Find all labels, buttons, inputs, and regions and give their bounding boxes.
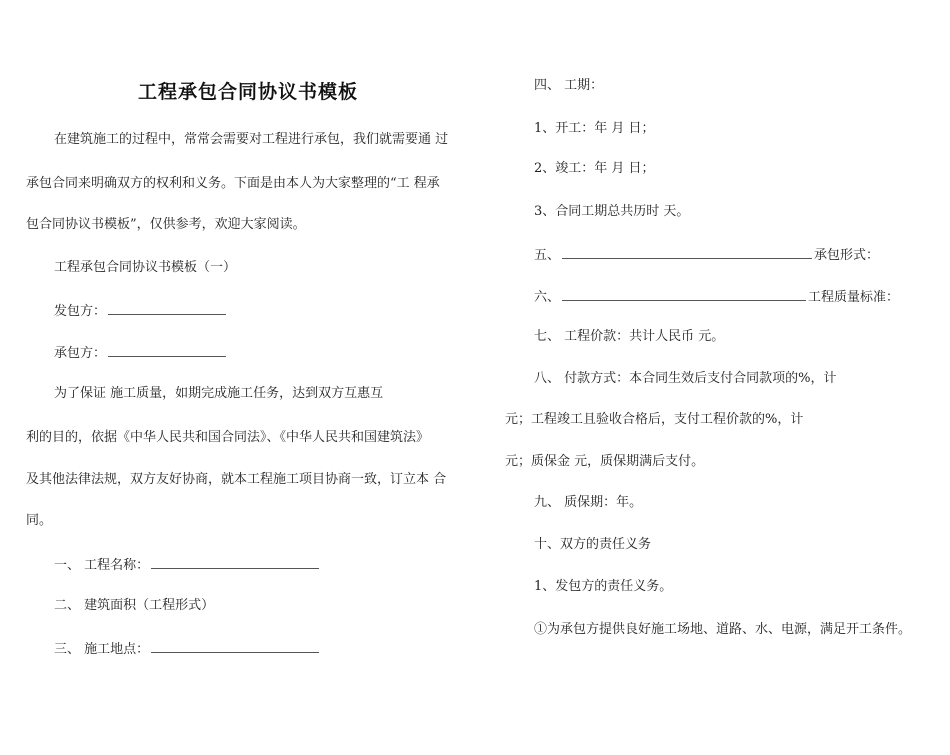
purpose-line-4: 同。 — [26, 513, 53, 528]
item-8-payment-line-2: 元；工程竣工且验收合格后，支付工程价款的%，计 — [505, 412, 804, 427]
party-a-label: 发包方： — [54, 304, 107, 319]
item-8-payment-line-3: 元；质保金 元，质保期满后支付。 — [505, 454, 705, 469]
party-b-field — [54, 344, 228, 362]
duty-1: 1、发包方的责任义务。 — [534, 579, 673, 594]
item-3-blank — [151, 640, 319, 653]
item-9-warranty: 九、 质保期：年。 — [534, 495, 643, 510]
item-6-blank — [562, 288, 806, 301]
item-5-suffix: 承包形式： — [814, 248, 880, 263]
purpose-line-1: 为了保证 施工质量，如期完成施工任务，达到双方互惠互 — [54, 386, 384, 401]
finish-date: 2、竣工：年 月 日； — [534, 161, 655, 176]
purpose-line-2: 利的目的，依据《中华人民共和国合同法》、《中华人民共和国建筑法》 — [26, 430, 430, 445]
duty-1a: ①为承包方提供良好施工场地、道路、水、电源，满足开工条件。 — [534, 622, 912, 637]
party-a-blank — [108, 302, 226, 315]
template-subtitle: 工程承包合同协议书模板（一） — [54, 260, 237, 275]
item-3-location — [54, 640, 321, 658]
item-6-suffix: 工程质量标准： — [808, 290, 900, 305]
item-10-duties: 十、双方的责任义务 — [534, 537, 652, 552]
duration: 3、合同工期总共历时 天。 — [534, 204, 690, 219]
item-8-payment-line-1: 八、 付款方式：本合同生效后支付合同款项的%，计 — [534, 371, 837, 386]
item-1-project-name — [54, 556, 321, 574]
item-1-blank — [151, 556, 319, 569]
intro-line-2: 承包合同来明确双方的权利和义务。下面是由本人为大家整理的“工 程承 — [26, 176, 440, 191]
item-5-blank — [562, 246, 812, 259]
intro-line-3: 包合同协议书模板”，仅供参考，欢迎大家阅读。 — [26, 217, 306, 232]
purpose-line-3: 及其他法律法规，双方友好协商，就本工程施工项目协商一致，订立本 合 — [26, 472, 447, 487]
party-b-label: 承包方： — [54, 346, 107, 361]
item-4-period: 四、 工期： — [534, 78, 604, 93]
start-date: 1、开工：年 月 日； — [534, 121, 655, 136]
intro-line-1: 在建筑施工的过程中，常常会需要对工程进行承包，我们就需要通 过 — [54, 132, 449, 147]
party-b-blank — [108, 344, 226, 357]
item-1-label: 一、 工程名称： — [54, 558, 150, 573]
item-2-building-area: 二、 建筑面积（工程形式） — [54, 598, 215, 613]
party-a-field — [54, 302, 228, 320]
item-6-label: 六、 — [534, 290, 561, 305]
document-title: 工程承包合同协议书模板 — [138, 81, 359, 103]
item-7-price: 七、 工程价款：共计人民币 元。 — [534, 329, 725, 344]
item-5-contract-form — [534, 246, 879, 264]
item-3-label: 三、 施工地点： — [54, 642, 150, 657]
item-5-label: 五、 — [534, 248, 561, 263]
item-6-quality-standard — [534, 288, 899, 306]
